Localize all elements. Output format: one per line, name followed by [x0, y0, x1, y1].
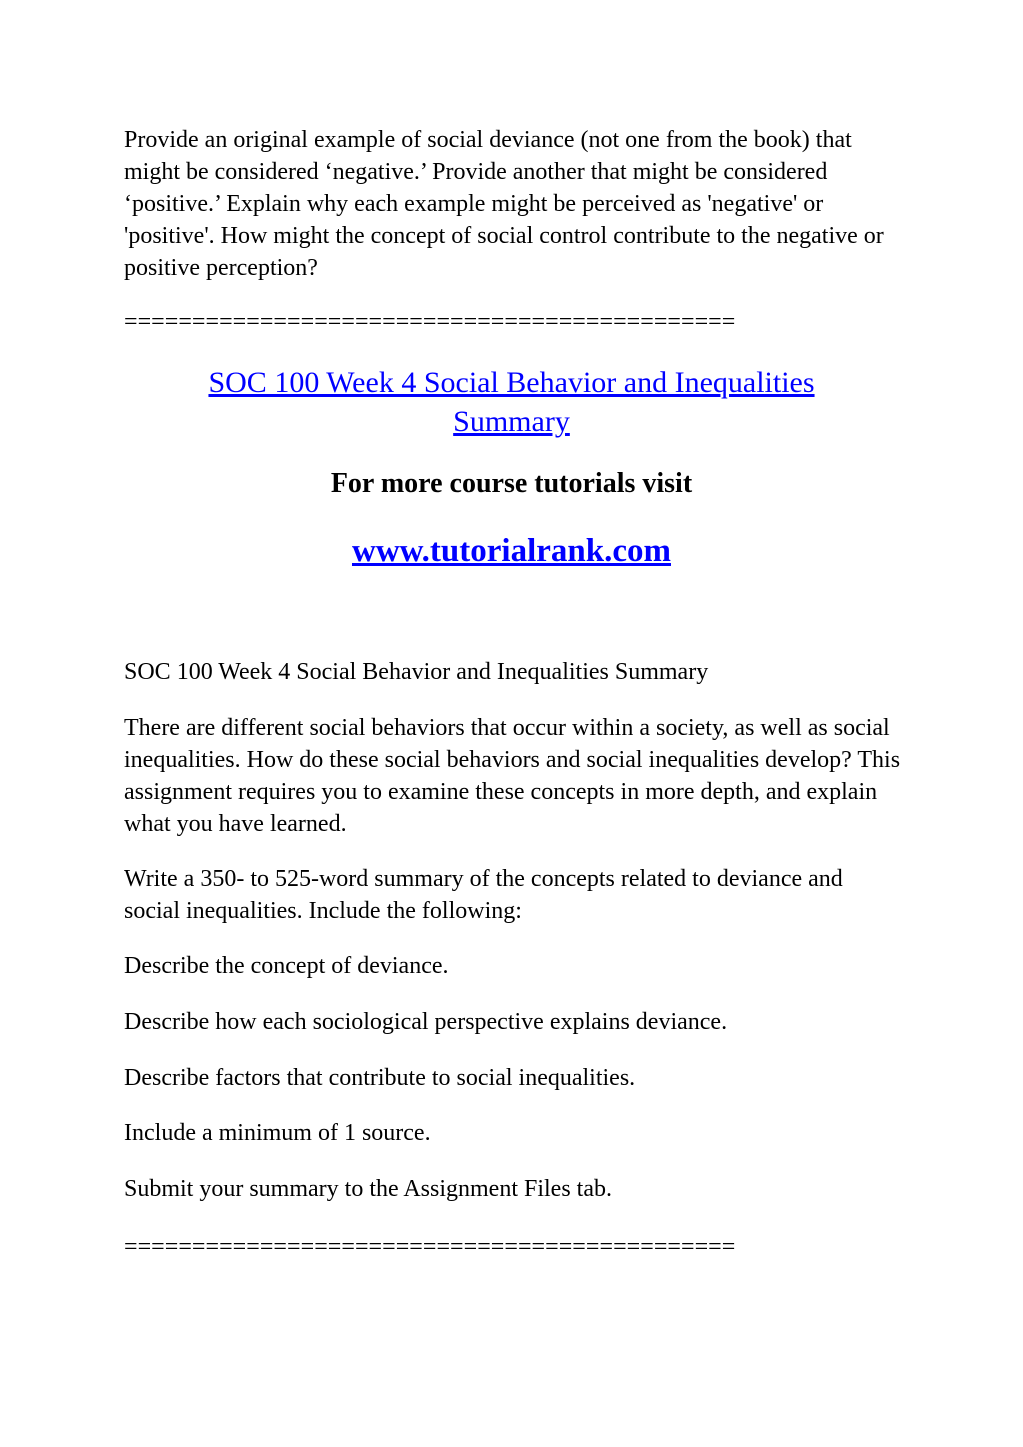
assignment-instructions: Write a 350- to 525-word summary of the concepts related to deviance and social inequalities. Include the following:	[124, 866, 843, 924]
list-item: Include a minimum of 1 source.	[124, 1120, 431, 1146]
course-title-link-line1[interactable]: SOC 100 Week 4 Social Behavior and Inequalities	[208, 366, 815, 399]
assignment-overview: There are different social behaviors that occur within a society, as well as social inequalities. How do these social behaviors and social inequalities develop? This assignment requires you to examine these concepts in more depth, and explain what you have learned.	[124, 715, 901, 837]
intro-question: Provide an original example of social deviance (not one from the book) that might be considered ‘negative.’ Provide another that might be considered ‘positive.’ Explain why each example might be perceived as 'negative' or 'positive'. How might the concept of social control contribute to the negative or positive perception?	[124, 127, 884, 281]
course-title-link-line2[interactable]: Summary	[453, 405, 570, 438]
assignment-heading: SOC 100 Week 4 Social Behavior and Inequalities Summary	[124, 659, 709, 685]
visit-text: For more course tutorials visit	[330, 468, 693, 499]
divider-top: =============================================	[124, 309, 736, 335]
site-link[interactable]: www.tutorialrank.com	[352, 533, 671, 569]
site-link-line	[0, 531, 1023, 571]
divider-bottom: =============================================	[124, 1234, 736, 1260]
course-title	[0, 363, 1023, 441]
list-item: Submit your summary to the Assignment Files tab.	[124, 1176, 612, 1202]
visit-line	[0, 467, 1023, 501]
list-item: Describe the concept of deviance.	[124, 953, 449, 979]
list-item: Describe factors that contribute to social inequalities.	[124, 1065, 636, 1091]
list-item: Describe how each sociological perspective explains deviance.	[124, 1009, 728, 1035]
